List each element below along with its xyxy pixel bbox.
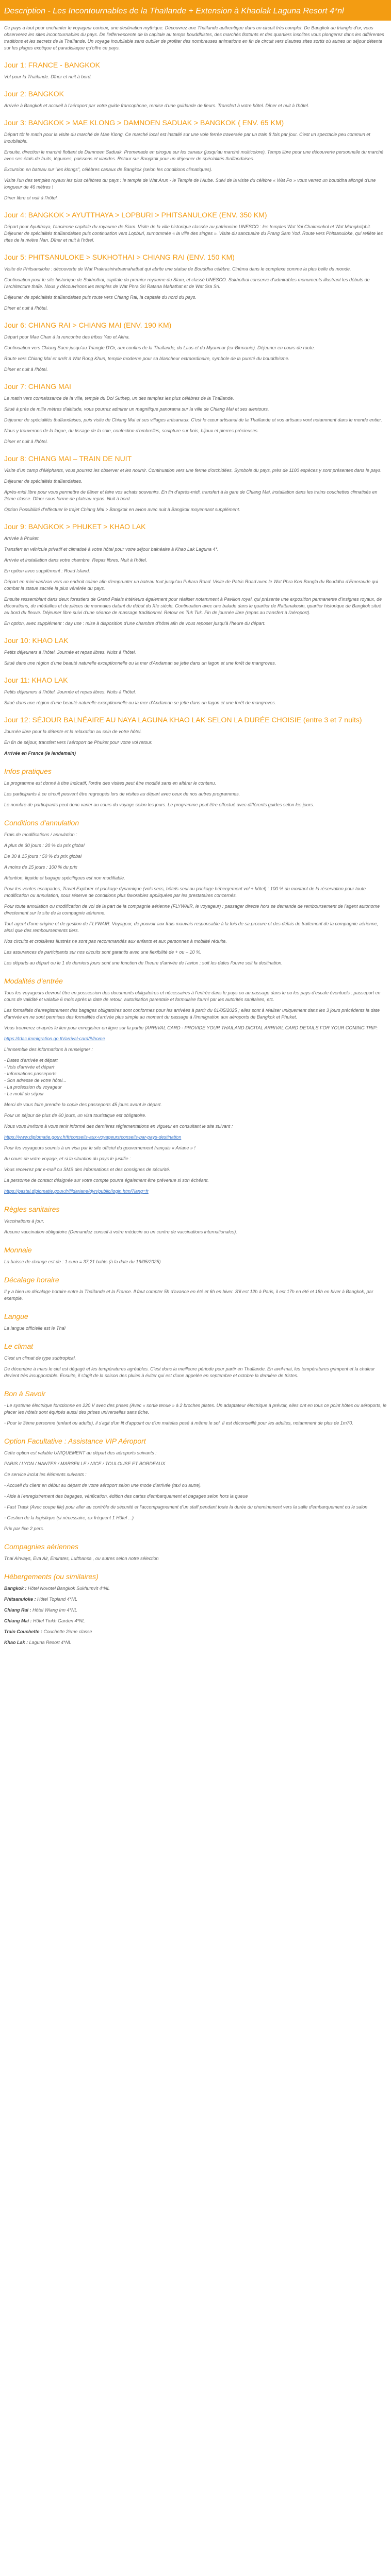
day-text: Dîner libre et nuit à l'hôtel. [4,195,58,200]
hebergement-item [4,1607,387,1614]
day-text: Déjeuner de spécialités thaïlandaises puis route vers Chiang Rai, la capitale du nord du pays. [4,295,197,300]
hebergement-item [4,1596,387,1603]
hebergement-value: Hôtel Tinkh Garden 4*NL [33,1618,85,1623]
day-text: Petits déjeuners à l'hôtel. Journée et repas libres. Nuits à l'hôtel. [4,650,136,655]
day-text: En option avec supplément : Road Island. [4,568,90,573]
list-item: - Son adresse de votre hôtel... [4,1078,67,1083]
day-text: Situé dans une région d'une beauté naturelle exceptionnelle ou la mer d'Andaman se jette dans un lagon et une forêt de mangroves. [4,700,276,705]
hebergement-label: Chiang Rai : [4,1607,31,1613]
monnaie-title: Monnaie [4,1246,32,1254]
conditions-text: Frais de modifications / annulation : [4,832,77,837]
hebergement-value: Couchette 2ème classe [43,1629,92,1634]
day-title: Jour 7: CHIANG MAI [4,382,71,391]
day-text: Continuation vers Chiang Saen jusqu'au Triangle D'Or, aux confins de la Thaïlande, du Laos et du Myanmar (ex-Birmanie). Déjeuner en cours de route. [4,345,315,350]
modalites-text: Tous les voyageurs devront être en possession des documents obligatoires et nécessaires à l'entrée dans le pays ou au passage dans le ou les pays d'escale éventuels : passeport en cours de validité et valable 6 mois après la date de retour, autorisation parentale et formulaire fourni par les autorités sanitaires, etc. [4,990,381,1002]
list-item: - La profession du voyageur [4,1084,62,1090]
option-text: - Aide à l'enregistrement des bagages, vérification, édition des cartes d'embarquement et bagages selon hors la queue [4,1494,248,1499]
conditions-text: Pour les ventes escapades, Travel Explorer et package dynamique (vols secs, hôtels seul ou package hébergement vol + hôtel) : 100 % du montant de la réservation pour toute modification ou annulation, sous réserve de conditions plus favorables appliquées par les prestataires concernés. [4,886,366,898]
day-text: Nous y trouverons de la laque, du tissage de la soie, confection d'ombrelles, sculpture sur bois, bijoux et pierres précieuses. [4,428,259,433]
conditions-text: Les départs au départ ou le 1 de derniers jours sont une fonction de l'heure d'arrivée de l'avion ; soit les dates l'ouvre soit la destination. [4,960,283,965]
conditions-text: A plus de 30 jours : 20 % du prix global [4,843,85,848]
day-text: Situé dans une région d'une beauté naturelle exceptionnelle ou la mer d'Andaman se jette dans un lagon et une forêt de mangroves. [4,660,276,666]
main-content [0,21,391,1660]
intro-text: Ce pays a tout pour enchanter le voyageur curieux, une destination mythique. Découvrez une Thaïlande authentique dans un circuit très complet. De Bangkok au triangle d'or, vous observerez les sites incontournables du pays. De l'effervescente de la capitale au temps bouddhistes, des marchés flottants et des quartiers insolites vous plongerez dans les différentes traditions et les secrets de la Thaïlande. Un voyage inoubliable sans oublier de profiter des nombreuses animations en fin de circuit vers d'autres sites sortis où autres un séjour détente sur les plages exotique et paradisiaque qu'offre ce pays. [4,25,384,50]
day-text: Situé à près de mille mètres d'altitude, vous pourrez admirer un magnifique panorama sur la ville de Chiang Mai et ses alentours. [4,406,269,412]
day-text: Arrivée à Phuket. [4,536,40,541]
day-text: Journée libre pour la détente et la relaxation au sein de votre hôtel. [4,729,142,734]
day-text: Arrivée à Bangkok et accueil à l'aéroport par votre guide francophone, remise d'une guirlande de fleurs. Transfert à votre hôtel. Dîner et nuit à l'hôtel. [4,103,309,108]
compagnies-title: Compagnies aériennes [4,1543,78,1551]
day-text: En fin de séjour, transfert vers l'aéroport de Phuket pour votre vol retour. [4,740,153,745]
day-text: Ensuite ressemblant dans deux forestiers de Grand Palais intérieurs également pour réaliser notamment à Pavillon royal, qui présente une exposition permanente d'insignes royaux, de décorations, de médailles et de pièces de monnaies datant du début du XIe siècle. Continuation avec une balade dans le quartier de Rattanakosin, quartier historique de Bangkok situé au bord du fleuve. Déjeuner libre suivi d'une séance de massage traditionnel. Retour en Tuk Tuk. Fin de journée libre (repas au transfert à l'aéroport). [4,597,382,615]
option-text: Ce service inclut les éléments suivants : [4,1472,87,1477]
hebergement-item [4,1639,387,1646]
modalites-text: Les formalités d'enregistrement des bagages obligatoires sont conformes pour les arrivées à partir du 01/05/2025 ; elles sont à réaliser uniquement dans les 3 jours précédents la date d'arrivée en ne sont permises des formalités d'arrivée plus simple au moment du passage à l'immigration aux aéroports de Bangkok et Phuket. [4,1008,380,1020]
savoir-text: - Pour le 3ème personne (enfant ou adulte), il s'agit d'un lit d'appoint ou d'un matelas posé à même le sol. Il est déconseillé pour les adultes, notamment de plus de 1m70. [4,1420,353,1426]
day-text: Vol pour la Thaïlande. Dîner et nuit à bord. [4,74,92,79]
info-sections [4,767,387,1646]
conditions-text: De 30 à 15 jours : 50 % du prix global [4,854,82,859]
modalites-text: Pour un séjour de plus de 60 jours, un visa touristique est obligatoire. [4,1113,146,1118]
conditions-title: Conditions d'annulation [4,819,79,827]
day-title: Jour 3: BANGKOK > MAE KLONG > DAMNOEN SADUAK > BANGKOK ( ENV. 65 KM) [4,118,284,127]
day-text: Arrivée et installation dans votre chambre. Repas libres. Nuit à l'hôtel. [4,557,148,563]
langue-text: La langue officielle est le Thaï [4,1326,66,1331]
day-text: Départ en mini-van/van vers un endroit calme afin d'emprunter un bateau tout jusqu'au Pukara Road. Visite de Patric Road avec le Wat Phra Kon Bangla du Bouddha d'Emeraude qui combat la statue sacrée la plus vénérée du pays. [4,579,378,591]
modalites-text: Vous recevrez par e-mail ou SMS des informations et des consignes de sécurité. [4,1167,170,1172]
day-text: Visite d'un camp d'éléphants, vous pourrez les observer et les nourrir. Continuation vers une ferme d'orchidées. Symbole du pays, près de 1100 espèces y sont présentes dans le pays. [4,468,382,473]
option-title: Option Facultative : Assistance VIP Aéroport [4,1437,146,1445]
option-text: Prix par fixe 2 pers. [4,1526,44,1531]
day-title: Jour 8: CHIANG MAI – TRAIN DE NUIT [4,454,132,463]
option-text: - Fast Track (Avec coupe file) pour aller au contrôle de sécurité et l'accompagnement d'un staff pendant toute la durée du cheminement vers la salle d'embarquement ou le salon [4,1504,368,1510]
modalites-text: Pour les voyageurs soumis à un visa par le site officiel du gouvernement français « Ariane » ! [4,1145,196,1150]
hebergement-label: Bangkok : [4,1586,27,1591]
hebergement-label: Khao Lak : [4,1640,28,1645]
itinerary [4,61,387,746]
day-text: Option Possibilité d'effectuer le trajet Chiang Mai > Bangkok en avion avec nuit à Bangkok moyennant supplément. [4,507,240,512]
list-item: - Le motif du séjour [4,1091,44,1096]
modalites-text: Au cours de votre voyage, et si la situation du pays le justifie : [4,1156,131,1161]
day-text: Continuation pour le site historique de Sukhothai, capitale du premier royaume du Siam, et classé UNESCO. Sukhothai conserve d'admirables monuments illustrant les débuts de l'architecture thaïe. Nous y découvrirons les temples de Wat Phra Sri Ratana Mahathat et de Wat Sra Sri. [4,277,370,289]
page-title: Description - Les Incontournables de la Thaïlande + Extension à Khaolak Laguna Resort 4*nl [4,7,344,15]
day-text: En option, avec supplément : day use : mise à disposition d'une chambre d'hôtel afin de vous reposer jusqu'à l'heure du départ. [4,621,266,626]
day-title: Jour 11: KHAO LAK [4,676,68,684]
sanitaires-text: Aucune vaccination obligatoire (Demandez conseil à votre médecin ou un centre de vaccinations internationales). [4,1229,237,1234]
hebergement-value: Laguna Resort 4*NL [29,1640,72,1645]
conditions-text: A moins de 15 jours : 100 % du prix [4,865,77,870]
page-header [0,0,391,21]
monnaie-text: La baisse de change est de : 1 euro = 37,21 bahts (à la date du 16/05/2025) [4,1259,161,1264]
modalites-text: Vous trouverez ci-après le lien pour enregistrer en ligne sur la partie (ARRIVAL CARD - PROVIDE YOUR THAILAND DIGITAL ARRIVAL CARD DETAILS FOR YOUR COMING TRIP: [4,1025,378,1030]
day-title: Jour 12: SÉJOUR BALNÉAIRE AU NAYA LAGUNA KHAO LAK SELON LA DURÉE CHOISIE (entre 3 et 7 nuits) [4,716,362,724]
hebergement-value: Hôtel Wiang Inn 4*NL [32,1607,77,1613]
arrival-text: Arrivée en France (le lendemain) [4,751,76,756]
day-title: Jour 6: CHIANG RAI > CHIANG MAI (ENV. 190 KM) [4,321,172,329]
decalage-text: Il y a bien un décalage horaire entre la Thaïlande et la France. Il faut compter 5h d'avance en été et 6h en hiver. S'il est 12h à Paris, il est 17h en été et 18h en hiver à Bangkok, par exemple. [4,1289,373,1301]
day-text: Dîner et nuit à l'hôtel. [4,306,48,311]
day-title: Jour 9: BANGKOK > PHUKET > KHAO LAK [4,522,146,531]
day-title: Jour 1: FRANCE - BANGKOK [4,61,100,69]
day-text: Déjeuner de spécialités thaïlandaises, puis visite de Chiang Mai et ses villages artisanaux. C'est le cœur artisanal de la Thaïlande et vos artisans vont notamment dans le monde entier. [4,417,382,422]
climat-text: De décembre à mars le ciel est dégagé et les températures agréables. C'est donc la meilleure période pour partir en Thaïlande. En avril-mai, les températures grimpent et la chaleur devient très insupportable. Ensuite, il s'agit de la saison des pluies à éviter qui est d'une appelée en septembre et octobre la dernière de tristes. [4,1366,375,1378]
compagnies-text: Thai Airways, Eva Air, Emirates, Lufthansa , ou autres selon notre sélection [4,1556,159,1561]
day-text: Après-midi libre pour vous permettre de flâner et faire vos achats souvenirs. En fin d'après-midi, transfert à la gare de Chiang Mai, installation dans les trains couchettes climatisés en 2ème classe. Dîner sous forme de plateau repas. Nuit à bord. [4,489,378,501]
conditions-text: Pour toute annulation ou modification de vol de la part de la compagnie aérienne (FLYWAIR, le voyageur) : passager directe hors se demande de remboursement de l'agent autonome directement sur le site de la compagnie aérienne. [4,904,380,916]
day-text: Excursion en bateau sur "les klongs", célèbres canaux de Bangkok (selon les conditions climatiques). [4,167,213,172]
day-text: Déjeuner de spécialités thaïlandaises. [4,479,83,484]
modalites-text: La personne de contact désignée sur votre compte pourra également être prévenue si son échéant. [4,1178,209,1183]
day-title: Jour 2: BANGKOK [4,90,64,98]
list-item: - Informations passeports [4,1071,57,1076]
day-title: Jour 4: BANGKOK > AYUTTHAYA > LOPBURI > PHITSANULOKE (ENV. 350 KM) [4,211,267,219]
hebergement-label: Phitsanuloke : [4,1597,36,1602]
infos-title: Infos pratiques [4,767,52,775]
day-text: Le matin vers connaissance de la ville, temple du Doi Suthep, un des temples les plus célèbres de la Thaïlande. [4,396,234,401]
day-text: Départ tôt le matin pour la visite du marché de Mae Klong. Ce marché local est installé sur une voie ferrée traversée par un train 8 fois par jour. C'est un spectacle peu commun et inoubliable. [4,132,370,144]
modalites-text: Merci de vous faire prendre la copie des passeports 45 jours avant le départ. [4,1102,162,1107]
day-text: Ensuite, direction le marché flottant de Damnoen Saduak. Promenade en pirogue sur les canaux (jusqu'au marché multicolore). Temps libre pour une découverte personnelle du marché avec ses étals de fruits, légumes, poissons et viandes. Retour sur Bangkok pour un déjeuner de spécialités thaïlandaises. [4,149,384,161]
modalites-list-title: L'ensemble des informations à renseigner : [4,1047,93,1052]
hebergement-value: Hôtel Novotel Bangkok Sukhumvit 4*NL [28,1586,110,1591]
day-text: Départ pour Ayutthaya, l'ancienne capitale du royaume de Siam. Visite de la ville historique classée au patrimoine UNESCO : les temples Wat Yai Chaimonkol et Wat Mongkolpbit. Déjeuner de spécialités thaïlandaises puis continuation vers Lopburi, surnommée « la ville des singes ». Visite du sanctuaire du Prang Sam Yod. Route vers Phitsanuloke, qui reflète les rites de la rivière Nan. Dîner et nuit à l'hôtel. [4,224,383,243]
langue-title: Langue [4,1312,28,1320]
hebergement-label: Chiang Mai : [4,1618,32,1623]
option-text: - Gestion de la logistique (si nécessaire, ex fréquent 1 Hôtel ...) [4,1515,134,1520]
hebergement-item [4,1585,387,1592]
ariane-link[interactable]: https://pastel.diplomatie.gouv.fr/fildariane/dyn/public/login.html?lang=fr [4,1189,149,1194]
list-item: - Vols d'arrivée et départ [4,1064,55,1070]
decalage-title: Décalage horaire [4,1276,59,1284]
conditions-text: Nos circuits et croisières Ilustrés ne sont pas recommandés aux enfants et aux personnes à mobilité réduite. [4,939,227,944]
day-text: Visite de Phitsanuloke : découverte de Wat Prakrasiriratnamahathat qui abrite une statue de Bouddha célèbre. Cinéma dans le complexe comme la plus belle du monde. [4,266,351,272]
day-title: Jour 10: KHAO LAK [4,636,69,645]
list-item: - Dates d'arrivée et départ [4,1058,58,1063]
conditions-text: Tout agent d'une origine et de gestion de FLYWAIR. Voyageur, de pouvoir aux frais mauvais responsable à la fois de sa procure et des délais de traitement de la compagnie aérienne, ainsi que des remboursements tiers. [4,921,379,933]
hebergement-item [4,1629,387,1635]
climat-text: C'est un climat de type subtropical. [4,1355,76,1361]
hebergement-item [4,1618,387,1624]
climat-title: Le climat [4,1342,34,1350]
day-text: Transfert en véhicule privatif et climatisé à votre hôtel pour votre séjour balnéaire à Khao Lak Laguna 4*. [4,547,219,552]
day-text: Visite l'un des temples royaux les plus célèbres du pays : le temple de Wat Arun - le Temple de l'Aube. Suivi de la visite du célèbre « Wat Po » vous verrez un bouddha allongé d'une longueur de 46 mètres ! [4,178,376,190]
modalites-title: Modalités d'entrée [4,977,63,985]
day-text: Route vers Chiang Mai et arrêt à Wat Rong Khun, temple moderne pour sa blancheur extraordinaire, symbole de la pureté du bouddhisme. [4,356,290,361]
hebergement-label: Train Couchette : [4,1629,42,1634]
hebergement-value: Hôtel Topland 4*NL [37,1597,77,1602]
hebergements-title: Hébergements (ou similaires) [4,1572,99,1581]
option-text: - Accueil du client en début au départ de votre aéroport selon une mode d'arrivée (taxi ou autre). [4,1483,202,1488]
day-title: Jour 5: PHITSANULOKE > SUKHOTHAI > CHIANG RAI (ENV. 150 KM) [4,253,235,261]
infos-text: Le nombre de participants peut donc varier au cours du voyage selon les jours. Le programme peut être effectué avec différents guides selon les jours. [4,802,314,807]
modalites-text: Nous vous invitons à vous tenir informé des dernières réglementations en vigueur en consultant le site suivant : [4,1124,233,1129]
diplomatie-link[interactable]: https://www.diplomatie.gouv.fr/fr/conseils-aux-voyageurs/conseils-par-pays-destination [4,1134,182,1140]
day-text: Dîner et nuit à l'hôtel. [4,367,48,372]
savoir-title: Bon à Savoir [4,1389,46,1398]
option-text: PARIS / LYON / NANTES / MARSEILLE / NICE / TOULOUSE ET BORDEAUX [4,1461,166,1466]
day-text: Dîner et nuit à l'hôtel. [4,439,48,444]
modalites-list [4,1057,387,1097]
day-text: Départ pour Mae Chan à la rencontre des tribus Yao et Akha. [4,334,130,340]
tdac-link[interactable]: https://tdac.immigration.go.th/arrival-card/#/home [4,1036,105,1041]
infos-text: Le programme est donné à titre indicatif, l'ordre des visites peut être modifié sans en altérer le contenu. [4,781,216,786]
option-text: Cette option est valable UNIQUEMENT au départ des aéroports suivants : [4,1450,157,1455]
infos-text: Les participants à ce circuit peuvent être regroupés lors de visites au départ avec ceux de nos autres programmes. [4,791,240,796]
conditions-text: Attention, liquide et bagage spécifiques est non modifiable. [4,875,125,880]
day-text: Petits déjeuners à l'hôtel. Journée et repas libres. Nuits à l'hôtel. [4,689,136,694]
conditions-text: Les assurances de participants sur nos circuits sont garantis avec une flexibilité de + ou – 10 %. [4,950,202,955]
sanitaires-title: Règles sanitaires [4,1205,60,1213]
sanitaires-text: Vaccinations à jour. [4,1218,44,1224]
savoir-text: - Le système électrique fonctionne en 220 V avec des prises (Avec « sortie tenue » à 2 broches plates. Un adaptateur électrique à prévoir, elles ont en tous ce point hôtes ou aéroports, le placer les hôtels sont équipés aussi des prises universelles sans fiche. [4,1403,387,1415]
